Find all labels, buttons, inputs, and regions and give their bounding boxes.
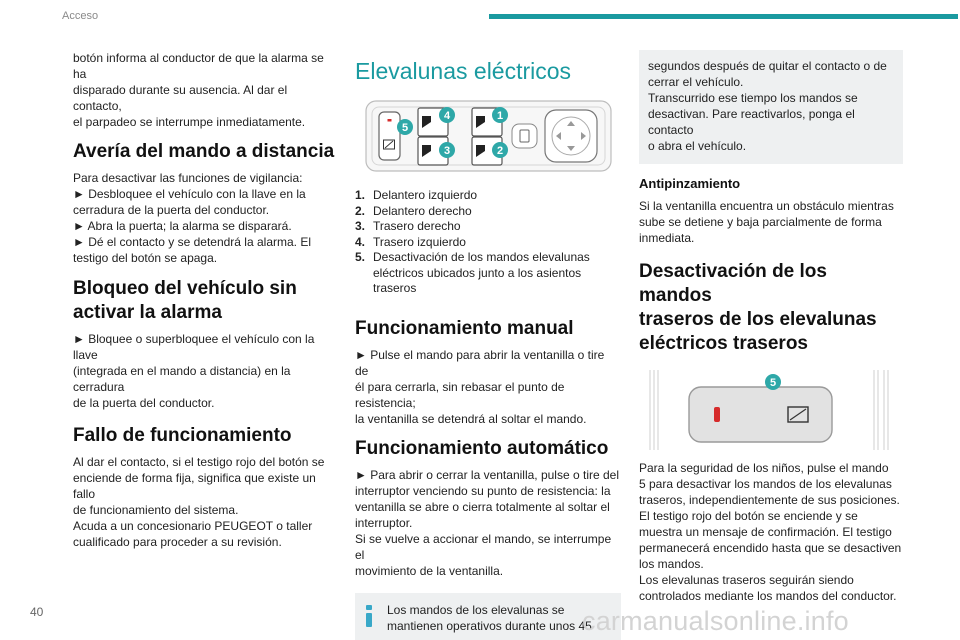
info-icon [366, 605, 373, 627]
switch-legend-list [355, 188, 621, 297]
info-note-continuation: segundos después de quitar el contacto o de cerrar el vehículo. Transcurrido ese tiempo los mandos se desactivan. Pare reactivarlos, ponga el contacto o abra el vehículo. [639, 50, 903, 164]
heading-electric-windows: Elevalunas eléctricos [355, 58, 572, 84]
callout-1-badge [492, 107, 508, 123]
callout-5-badge [765, 374, 781, 390]
child-safety-paragraph: Para la seguridad de los niños, pulse el mando 5 para desactivar los mandos de los elevalunas traseros, independientemente de sus posiciones. El testigo rojo del botón se enciende y se muestra un mensaje de confirmación. El testigo permanecerá encendido hasta que se desactiven los mandos. Los elevalunas traseros seguirán siendo controlados mediante los mandos del conductor. [639, 461, 902, 603]
heading-malfunction: Fallo de funcionamiento [73, 425, 292, 446]
heading-rear-windows-deactivation: Desactivación de los mandos traseros de los elevalunas eléctricos traseros [639, 261, 877, 354]
intro-paragraph: botón informa al conductor de que la alarma se ha disparado durante su ausencia. Al dar el contacto, el parpadeo se interrumpe inmediatamente. [73, 51, 324, 129]
page-number: 40 [30, 605, 44, 619]
section-title: Acceso [62, 10, 99, 22]
malfunction-paragraph: Al dar el contacto, si el testigo rojo del botón se enciende de forma fija, significa que existe un fallo de funcionamiento del sistema. Acuda a un concesionario PEUGEOT o taller cualificado para proceder a su revisión. [73, 455, 325, 549]
column-3 [639, 50, 903, 604]
list-item: 1. Delantero izquierdo [355, 188, 478, 202]
svg-text:4: 4 [443, 110, 451, 122]
svg-text:5: 5 [401, 122, 409, 134]
list-item: 4. Trasero izquierdo [355, 234, 466, 249]
callout-5-badge [397, 119, 413, 135]
callout-2-badge [492, 142, 508, 158]
figure-callout [639, 370, 903, 452]
svg-text:5: 5 [769, 377, 777, 389]
list-item: 2. Delantero derecho [355, 203, 472, 218]
info-note-box: Los mandos de los elevalunas se mantienen operativos durante unos 45 [355, 593, 621, 640]
anti-pinch-paragraph: Si la ventanilla encuentra un obstáculo mientras sube se detiene y baja parcialmente de forma inmediata. [639, 199, 894, 245]
figure-callouts [355, 100, 621, 172]
svg-text:3: 3 [443, 145, 451, 157]
svg-text:1: 1 [496, 110, 504, 122]
heading-anti-pinch: Antipinzamiento [639, 176, 741, 191]
column-2 [355, 50, 621, 640]
remote-fault-paragraph: Para desactivar las funciones de vigilancia: ► Desbloquee el vehículo con la llave en la cerradura de la puerta del conductor. ► Abra la puerta; la alarma se disparará. ► Dé el contacto y se detendrá la alarma. El testigo del botón se apaga. [73, 171, 311, 265]
heading-lock-without-alarm: Bloqueo del vehículo sin activar la alarma [73, 278, 297, 323]
callout-3-badge [439, 142, 455, 158]
column-1 [73, 50, 339, 550]
child-lock-button-figure [639, 370, 903, 452]
watermark: carmanualsonline.info [582, 606, 849, 636]
heading-automatic-operation: Funcionamiento automático [355, 437, 609, 459]
header-accent-bar [489, 14, 958, 19]
window-switch-panel-figure [355, 100, 621, 172]
heading-remote-fault: Avería del mando a distancia [73, 141, 335, 162]
list-item: 5. Desactivación de los mandos elevalunas eléctricos ubicados junto a los asientos traseros [355, 250, 590, 295]
heading-manual-operation: Funcionamiento manual [355, 317, 574, 339]
list-item: 3. Trasero derecho [355, 219, 461, 233]
automatic-operation-paragraph: ► Para abrir o cerrar la ventanilla, pulse o tire del interruptor venciendo su punto de resistencia: la ventanilla se abre o cierra totalmente al soltar el interruptor. Si se vuelve a accionar el mando, se interrumpe el movimiento de la ventanilla. [355, 467, 619, 578]
svg-text:2: 2 [496, 145, 504, 157]
lock-without-alarm-paragraph: ► Bloquee o superbloquee el vehículo con la llave (integrada en el mando a distancia) en la cerradura de la puerta del conductor. [73, 332, 315, 410]
manual-operation-paragraph: ► Pulse el mando para abrir la ventanilla o tire de él para cerrarla, sin rebasar el punto de resistencia; la ventanilla se detendrá al soltar el mando. [355, 347, 605, 426]
callout-4-badge [439, 107, 455, 123]
